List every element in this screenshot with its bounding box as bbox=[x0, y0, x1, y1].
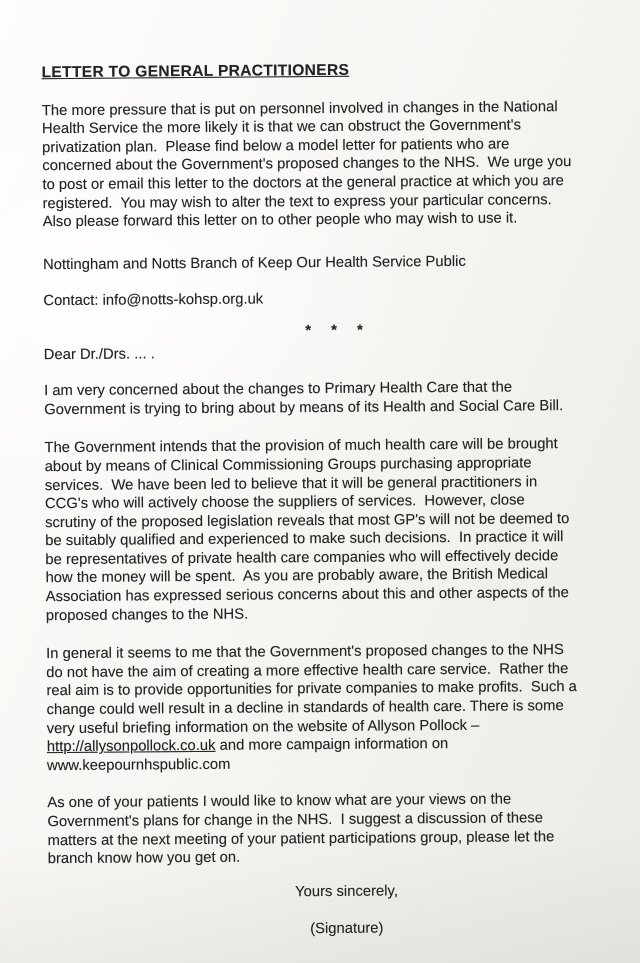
paragraph-in-general-text: In general it seems to me that the Government's proposed changes to the NHS do not have the aim of creating a more effective health care service. Rather the real aim is to provide opportunities for private companies to make profits. Such a change could well result in a decline in standards of health care. There is some very useful briefing information on the website of Allyson Pollock – bbox=[46, 642, 577, 737]
keepournhspublic-url: www.keepournhspublic.com bbox=[46, 756, 231, 774]
intro-paragraph: The more pressure that is put on personnel involved in changes in the National Health Service the more likely it is that we can obstruct the Government's privatization plan. Please find below a model letter for patients who are concerned about the Government's proposed changes to the NHS. We urge you to post or email this letter to the doctors at the general practice at which you are registered. You may wish to alter the text to express your particular concerns. Also please forward this letter on to other people who may wish to use it. bbox=[41, 98, 572, 231]
letter-title: LETTER TO GENERAL PRACTITIONERS bbox=[41, 61, 350, 82]
paragraph-as-patient: As one of your patients I would like to know what are your views on the Government's plans for change in the NHS. I suggest a discussion of these matters at the next meeting of your patient participations group, please let the branch know how you get on. bbox=[47, 791, 555, 868]
salutation-line: Dear Dr./Drs. ... . bbox=[43, 345, 155, 363]
closing-line: Yours sincerely, bbox=[295, 883, 398, 901]
branch-name-line: Nottingham and Notts Branch of Keep Our Health Service Public bbox=[43, 253, 466, 273]
asterisk-separator: * * * bbox=[305, 322, 363, 340]
signature-placeholder: (Signature) bbox=[310, 920, 384, 938]
paragraph-in-general bbox=[46, 641, 618, 776]
paragraph-after-link-text: and more campaign information on bbox=[215, 736, 449, 755]
contact-email-line: Contact: info@notts-kohsp.org.uk bbox=[43, 291, 264, 310]
paragraph-government-intends: The Government intends that the provision of much health care will be brought about by means of Clinical Commissioning Groups purchasing appropriate services. We have been led to believe that it will be general practitioners in CCG's who will actively choose the suppliers of services. However, close scrutiny of the proposed legislation reveals that most GP's will not be deemed to be suitably qualified and experienced to make such decisions. In practice it will be representatives of private health care companies who will effectively decide how the money will be spent. As you are probably aware, the British Medical Association has expressed serious concerns about this and other aspects of the proposed changes to the NHS. bbox=[44, 436, 570, 624]
allysonpollock-url: http://allysonpollock.co.uk bbox=[46, 738, 216, 756]
paragraph-concern: I am very concerned about the changes to Primary Health Care that the Government is trying to bring about by means of its Health and Social Care Bill. bbox=[44, 379, 564, 418]
